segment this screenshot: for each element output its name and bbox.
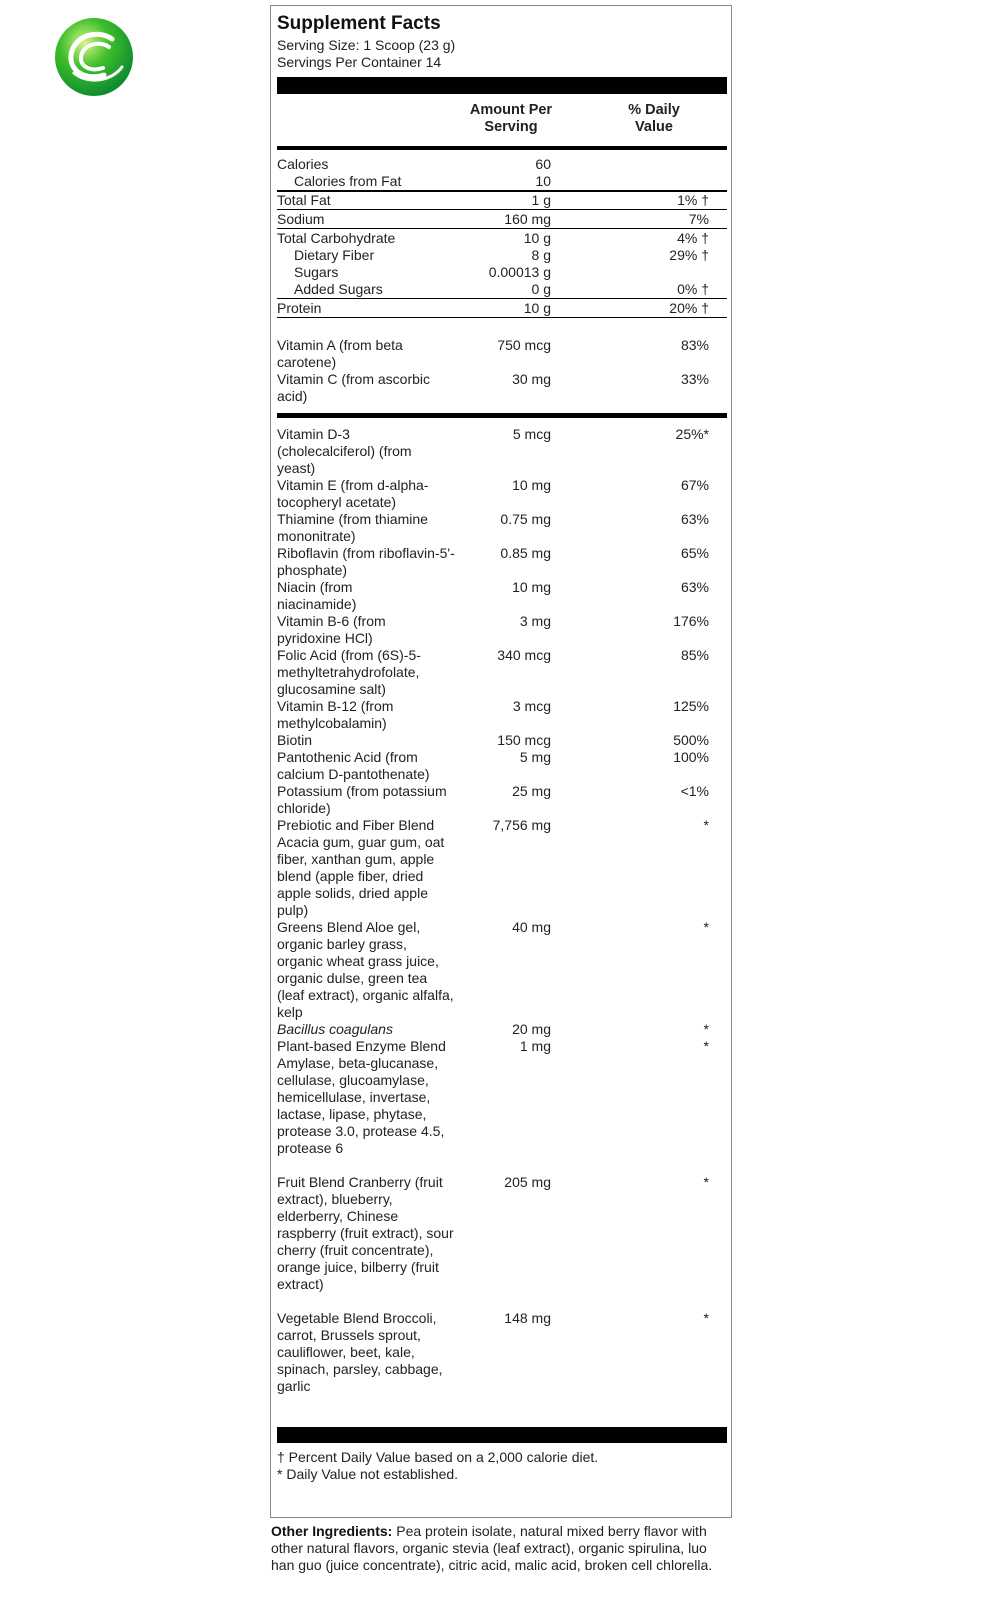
- row-label: Thiamine (from thiamine mononitrate): [277, 511, 428, 544]
- row-label: Protein: [277, 300, 322, 316]
- thick-divider: [277, 77, 727, 94]
- serving-size: Serving Size: 1 Scoop (23 g): [277, 37, 456, 53]
- row-label: Fruit Blend Cranberry (fruit extract), blueberry, elderberry, Chinese raspberry (fruit extract), sour cherry (fruit concentrate), orange juice, bilberry (fruit extract): [277, 1174, 454, 1292]
- row-amount: 10 mg: [512, 579, 551, 595]
- row-amount: 3 mcg: [512, 698, 551, 714]
- row-amount: 1 mg: [519, 1038, 551, 1054]
- other-ingredients: [271, 1523, 731, 1574]
- row-label: Vegetable Blend Broccoli, carrot, Brussels sprout, cauliflower, beet, kale, spinach, parsley, cabbage, garlic: [277, 1310, 443, 1394]
- row-daily-value: *: [703, 817, 709, 833]
- row-label: Dietary Fiber: [294, 247, 375, 263]
- row-label: Vitamin A (from beta carotene): [277, 337, 403, 370]
- row-amount: 10 g: [523, 300, 551, 316]
- row-label: Vitamin B-12 (from methylcobalamin): [277, 698, 394, 731]
- row-label: Vitamin E (from d-alpha-tocopheryl acetate): [277, 477, 429, 510]
- row-daily-value: 83%: [680, 337, 709, 353]
- row-amount: 0.85 mg: [500, 545, 551, 561]
- row-daily-value: 85%: [680, 647, 709, 663]
- row-daily-value: *: [703, 1021, 709, 1037]
- row-amount: 10 mg: [512, 477, 551, 493]
- row-label: Sodium: [277, 211, 325, 227]
- row-amount: 10: [535, 173, 551, 189]
- row-daily-value: *: [703, 1174, 709, 1190]
- row-daily-value: 67%: [680, 477, 709, 493]
- row-amount: 0.75 mg: [500, 511, 551, 527]
- row-label: Riboflavin (from riboflavin-5'-phosphate): [277, 545, 455, 578]
- row-amount: 1 g: [531, 192, 551, 208]
- row-amount: 0.00013 g: [488, 264, 551, 280]
- row-daily-value: 33%: [680, 371, 709, 387]
- row-label: Sugars: [294, 264, 339, 280]
- brand-logo: [54, 17, 134, 97]
- row-daily-value: 100%: [673, 749, 709, 765]
- other-ingredients-text: Pea protein isolate, natural mixed berry flavor with other natural flavors, organic stevia (leaf extract), organic spirulina, luo han guo (juice concentrate), citric acid, malic acid, broken cell chlorella.: [271, 1523, 713, 1573]
- row-label: Added Sugars: [294, 281, 383, 297]
- row-divider: [277, 317, 727, 318]
- row-amount: 40 mg: [512, 919, 551, 935]
- row-daily-value: <1%: [680, 783, 709, 799]
- row-label: Total Carbohydrate: [277, 230, 396, 246]
- row-label: Greens Blend Aloe gel, organic barley grass, organic wheat grass juice, organic dulse, green tea (leaf extract), organic alfalfa, kelp: [277, 919, 454, 1020]
- row-amount: 150 mcg: [497, 732, 551, 748]
- row-daily-value: 1% †: [677, 192, 709, 208]
- other-ingredients-label: Other Ingredients:: [271, 1523, 393, 1539]
- row-daily-value: 4% †: [677, 230, 709, 246]
- row-label: Niacin (from niacinamide): [277, 579, 357, 612]
- footnote-dagger: † Percent Daily Value based on a 2,000 calorie diet.: [277, 1449, 599, 1465]
- row-amount: 25 mg: [512, 783, 551, 799]
- row-divider: [277, 228, 727, 229]
- servings-per-container: Servings Per Container 14: [277, 54, 442, 70]
- row-amount: 340 mcg: [497, 647, 551, 663]
- row-label: Vitamin B-6 (from pyridoxine HCl): [277, 613, 386, 646]
- row-amount: 8 g: [531, 247, 551, 263]
- row-amount: 60: [535, 156, 551, 172]
- row-label: Biotin: [277, 732, 313, 748]
- row-daily-value: 20% †: [669, 300, 709, 316]
- row-daily-value: 176%: [673, 613, 709, 629]
- row-label: Potassium (from potassium chloride): [277, 783, 447, 816]
- row-daily-value: *: [703, 1310, 709, 1326]
- row-label: Total Fat: [277, 192, 331, 208]
- row-amount: 3 mg: [519, 613, 551, 629]
- row-daily-value: 500%: [673, 732, 709, 748]
- daily-value-header: % Daily Value: [628, 102, 680, 135]
- row-amount: 160 mg: [504, 211, 551, 227]
- row-divider: [277, 209, 727, 210]
- row-daily-value: 25%*: [675, 426, 709, 442]
- supplement-facts-panel: [270, 5, 732, 1518]
- row-daily-value: 29% †: [669, 247, 709, 263]
- row-daily-value: 0% †: [677, 281, 709, 297]
- row-amount: 10 g: [523, 230, 551, 246]
- row-daily-value: 65%: [680, 545, 709, 561]
- row-label: Calories from Fat: [294, 173, 402, 189]
- row-label: Prebiotic and Fiber Blend Acacia gum, guar gum, oat fiber, xanthan gum, apple blend (apple fiber, dried apple solids, dried apple pulp): [277, 817, 445, 918]
- panel-title: Supplement Facts: [277, 13, 441, 34]
- row-amount: 7,756 mg: [492, 817, 551, 833]
- row-amount: 20 mg: [512, 1021, 551, 1037]
- row-daily-value: 63%: [680, 579, 709, 595]
- row-divider: [277, 298, 727, 299]
- amount-header: Amount Per Serving: [469, 102, 553, 135]
- row-label: Pantothenic Acid (from calcium D-pantothenate): [277, 749, 430, 782]
- row-daily-value: 7%: [688, 211, 709, 227]
- row-daily-value: *: [703, 919, 709, 935]
- section-divider: [277, 413, 727, 418]
- row-label: Vitamin D-3 (cholecalciferol) (from yeast): [277, 426, 412, 476]
- row-label: Bacillus coagulans: [277, 1021, 393, 1037]
- row-daily-value: 63%: [680, 511, 709, 527]
- row-label: Plant-based Enzyme Blend Amylase, beta-glucanase, cellulase, glucoamylase, hemicellulase, invertase, lactase, lipase, phytase, protease 3.0, protease 4.5, protease 6: [277, 1038, 446, 1156]
- row-amount: 205 mg: [504, 1174, 551, 1190]
- footnote-star: * Daily Value not established.: [277, 1466, 459, 1482]
- row-label: Calories: [277, 156, 329, 172]
- row-daily-value: 125%: [673, 698, 709, 714]
- row-amount: 750 mcg: [497, 337, 551, 353]
- row-amount: 5 mcg: [512, 426, 551, 442]
- bottom-divider: [277, 1427, 727, 1443]
- row-amount: 30 mg: [512, 371, 551, 387]
- row-label: Vitamin C (from ascorbic acid): [277, 371, 431, 404]
- row-amount: 148 mg: [504, 1310, 551, 1326]
- row-amount: 5 mg: [519, 749, 551, 765]
- row-amount: 0 g: [531, 281, 551, 297]
- header-divider: [277, 146, 727, 150]
- row-daily-value: *: [703, 1038, 709, 1054]
- row-label: Folic Acid (from (6S)-5-methyltetrahydrofolate, glucosamine salt): [277, 647, 421, 697]
